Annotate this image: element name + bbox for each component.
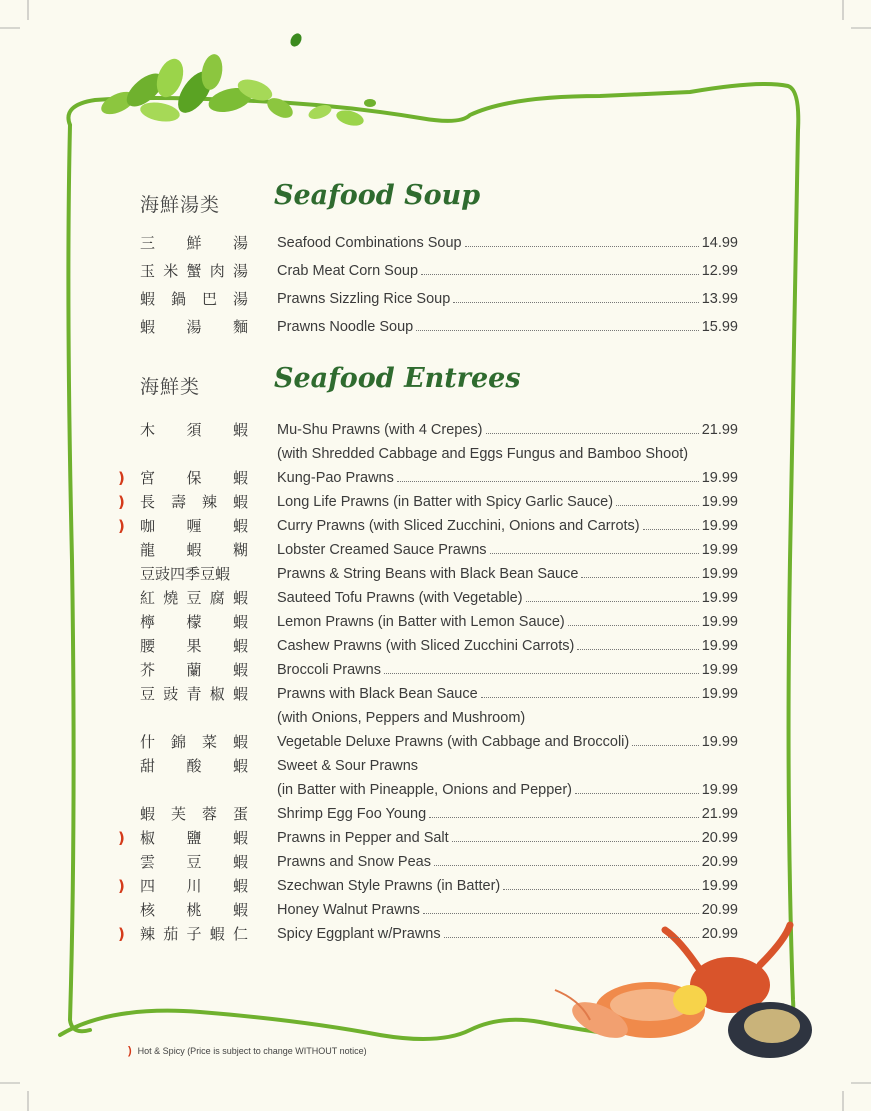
chili-pepper-icon: ) bbox=[118, 877, 125, 895]
dish-name: Broccoli Prawns bbox=[277, 662, 381, 678]
dish-price: 21.99 bbox=[701, 422, 738, 438]
chinese-name bbox=[140, 634, 248, 658]
chinese-char: 蝦 bbox=[232, 757, 248, 775]
dish-name: Lobster Creamed Sauce Prawns bbox=[277, 542, 487, 558]
chili-pepper-icon: ) bbox=[128, 1045, 132, 1057]
chili-pepper-icon: ) bbox=[118, 517, 125, 535]
chinese-name bbox=[140, 658, 248, 682]
chinese-char: 什 bbox=[140, 733, 156, 751]
dish-line bbox=[277, 287, 738, 311]
entree-item bbox=[0, 922, 871, 946]
chinese-char: 壽 bbox=[170, 493, 186, 511]
chinese-char: 湯 bbox=[232, 290, 248, 308]
entree-item bbox=[0, 754, 871, 778]
dish-line bbox=[277, 315, 738, 339]
dish-line bbox=[277, 730, 738, 754]
chinese-name bbox=[140, 287, 248, 311]
chinese-char: 辣 bbox=[140, 925, 156, 943]
soup-title-cn: 海鮮湯类 bbox=[140, 194, 221, 216]
chinese-char: 桃 bbox=[186, 901, 202, 919]
dish-name: Honey Walnut Prawns bbox=[277, 902, 420, 918]
chinese-name bbox=[140, 231, 248, 255]
chinese-name bbox=[140, 754, 248, 778]
chinese-char: 湯 bbox=[186, 318, 202, 336]
entree-item bbox=[0, 730, 871, 754]
dish-price: 19.99 bbox=[701, 686, 738, 702]
entree-item bbox=[0, 682, 871, 706]
dish-name: Prawns and Snow Peas bbox=[277, 854, 431, 870]
dish-price: 20.99 bbox=[701, 830, 738, 846]
chinese-char: 蝦 bbox=[232, 901, 248, 919]
chinese-char: 三 bbox=[140, 234, 156, 252]
chinese-char: 蟹 bbox=[186, 262, 202, 280]
entree-item bbox=[0, 466, 871, 490]
chinese-char: 長 bbox=[140, 493, 156, 511]
chinese-char: 蝦 bbox=[232, 877, 248, 895]
chinese-char: 蝦 bbox=[232, 829, 248, 847]
chinese-name bbox=[140, 466, 248, 490]
soup-item bbox=[0, 259, 871, 283]
dot-leader bbox=[575, 793, 699, 794]
dish-line bbox=[277, 231, 738, 255]
chinese-char: 喱 bbox=[186, 517, 202, 535]
entree-item bbox=[0, 538, 871, 562]
dish-price: 19.99 bbox=[701, 470, 738, 486]
chinese-char: 麵 bbox=[232, 318, 248, 336]
chinese-char: 雲 bbox=[140, 853, 156, 871]
dish-name: Crab Meat Corn Soup bbox=[277, 263, 419, 279]
chinese-char: 腰 bbox=[140, 637, 156, 655]
chinese-char: 四 bbox=[140, 877, 156, 895]
chinese-char: 蝦 bbox=[209, 925, 225, 943]
chinese-char: 檸 bbox=[140, 613, 156, 631]
chinese-char: 宮 bbox=[140, 469, 156, 487]
soup-title-en: Seafood Soup bbox=[274, 180, 481, 211]
chinese-char: 龍 bbox=[140, 541, 156, 559]
footer-note bbox=[128, 1045, 367, 1057]
chinese-name bbox=[140, 874, 248, 898]
chinese-char: 辣 bbox=[201, 493, 217, 511]
dot-leader bbox=[416, 330, 698, 331]
chinese-char: 蝦 bbox=[232, 421, 248, 439]
dish-line bbox=[277, 922, 738, 946]
entrees-title-cn: 海鮮类 bbox=[140, 376, 201, 398]
dish-line bbox=[277, 802, 738, 826]
chinese-name bbox=[140, 418, 248, 442]
chinese-char: 蝦 bbox=[232, 613, 248, 631]
dish-line bbox=[277, 259, 738, 283]
entree-item bbox=[0, 586, 871, 610]
dot-leader bbox=[465, 246, 699, 247]
dish-line bbox=[277, 514, 738, 538]
entree-item bbox=[0, 778, 871, 802]
dot-leader bbox=[503, 889, 698, 890]
chinese-char: 蝦 bbox=[232, 637, 248, 655]
dish-line bbox=[277, 874, 738, 898]
dot-leader bbox=[490, 553, 699, 554]
dish-name: Prawns & String Beans with Black Bean Sauce bbox=[277, 566, 579, 582]
dot-leader bbox=[486, 433, 699, 434]
chinese-name bbox=[140, 259, 248, 283]
chinese-char: 蝦 bbox=[232, 493, 248, 511]
chinese-char: 蓉 bbox=[201, 805, 217, 823]
chinese-name bbox=[140, 514, 248, 538]
dish-price: 20.99 bbox=[701, 902, 738, 918]
chili-pepper-icon: ) bbox=[118, 469, 125, 487]
dot-leader bbox=[423, 913, 699, 914]
chinese-name bbox=[140, 826, 248, 850]
entree-item bbox=[0, 418, 871, 442]
chinese-name bbox=[140, 922, 248, 946]
dish-name: Prawns Noodle Soup bbox=[277, 319, 414, 335]
chili-pepper-icon: ) bbox=[118, 829, 125, 847]
dish-price: 12.99 bbox=[701, 263, 738, 279]
chinese-char: 燒 bbox=[163, 589, 179, 607]
chinese-char: 錦 bbox=[170, 733, 186, 751]
dish-price: 21.99 bbox=[701, 806, 738, 822]
chinese-char: 肉 bbox=[209, 262, 225, 280]
chinese-char: 米 bbox=[163, 262, 179, 280]
dish-price: 19.99 bbox=[701, 782, 738, 798]
dish-name: Sweet & Sour Prawns bbox=[277, 758, 419, 774]
chinese-char: 豆 bbox=[186, 589, 202, 607]
dish-name: Kung-Pao Prawns bbox=[277, 470, 394, 486]
dish-price: 19.99 bbox=[701, 662, 738, 678]
chinese-char: 檬 bbox=[186, 613, 202, 631]
chinese-char: 蝦 bbox=[140, 290, 156, 308]
dish-name: Lemon Prawns (in Batter with Lemon Sauce) bbox=[277, 614, 565, 630]
chinese-char: 豆 bbox=[186, 853, 202, 871]
dish-name: Seafood Combinations Soup bbox=[277, 235, 462, 251]
dish-note-text: (with Onions, Peppers and Mushroom) bbox=[277, 710, 526, 726]
dish-price: 20.99 bbox=[701, 854, 738, 870]
chinese-char: 腐 bbox=[209, 589, 225, 607]
dot-leader bbox=[581, 577, 698, 578]
chinese-name bbox=[140, 538, 248, 562]
dish-price: 14.99 bbox=[701, 235, 738, 251]
entree-item bbox=[0, 850, 871, 874]
entree-item bbox=[0, 898, 871, 922]
dish-note bbox=[0, 706, 871, 730]
dish-price: 19.99 bbox=[701, 566, 738, 582]
chinese-name bbox=[140, 730, 248, 754]
chinese-name bbox=[140, 610, 248, 634]
chinese-char: 糊 bbox=[232, 541, 248, 559]
dish-name: Long Life Prawns (in Batter with Spicy Garlic Sauce) bbox=[277, 494, 614, 510]
dish-name: Shrimp Egg Foo Young bbox=[277, 806, 427, 822]
chinese-char: 蝦 bbox=[140, 318, 156, 336]
chinese-char: 蝦 bbox=[232, 517, 248, 535]
dot-leader bbox=[526, 601, 699, 602]
dish-price: 19.99 bbox=[701, 878, 738, 894]
chinese-char: 蝦 bbox=[232, 853, 248, 871]
dish-line bbox=[277, 490, 738, 514]
dish-name: Curry Prawns (with Sliced Zucchini, Onions and Carrots) bbox=[277, 518, 640, 534]
dish-name: (in Batter with Pineapple, Onions and Pepper) bbox=[277, 782, 573, 798]
dot-leader bbox=[429, 817, 699, 818]
dot-leader bbox=[577, 649, 698, 650]
chinese-char: 蝦 bbox=[232, 469, 248, 487]
chinese-char: 巴 bbox=[201, 290, 217, 308]
dish-price: 20.99 bbox=[701, 926, 738, 942]
chinese-name bbox=[140, 850, 248, 874]
dot-leader bbox=[421, 274, 699, 275]
dish-line bbox=[277, 586, 738, 610]
chinese-char: 川 bbox=[186, 877, 202, 895]
chinese-char: 蛋 bbox=[232, 805, 248, 823]
chinese-char: 菜 bbox=[201, 733, 217, 751]
dish-price: 15.99 bbox=[701, 319, 738, 335]
chinese-char: 蝦 bbox=[186, 541, 202, 559]
chinese-char: 豆 bbox=[140, 685, 156, 703]
chinese-name bbox=[140, 802, 248, 826]
chinese-char: 玉 bbox=[140, 262, 156, 280]
chinese-char: 核 bbox=[140, 901, 156, 919]
dot-leader bbox=[616, 505, 699, 506]
chinese-char: 鍋 bbox=[170, 290, 186, 308]
dish-name: Spicy Eggplant w/Prawns bbox=[277, 926, 441, 942]
chinese-char: 湯 bbox=[232, 234, 248, 252]
chinese-char: 青 bbox=[186, 685, 202, 703]
leaves-decoration bbox=[98, 31, 376, 128]
chinese-char: 湯 bbox=[232, 262, 248, 280]
dish-name: Sauteed Tofu Prawns (with Vegetable) bbox=[277, 590, 523, 606]
chinese-char: 須 bbox=[186, 421, 202, 439]
footer-text: Hot & Spicy (Price is subject to change WITHOUT notice) bbox=[137, 1046, 367, 1056]
dish-name: Prawns Sizzling Rice Soup bbox=[277, 291, 451, 307]
soup-item bbox=[0, 231, 871, 255]
entree-item bbox=[0, 874, 871, 898]
dish-price: 19.99 bbox=[701, 518, 738, 534]
dot-leader bbox=[384, 673, 699, 674]
chinese-name bbox=[140, 315, 248, 339]
entree-item bbox=[0, 802, 871, 826]
dish-line bbox=[277, 778, 738, 802]
dish-price: 19.99 bbox=[701, 590, 738, 606]
entrees-title-en: Seafood Entrees bbox=[274, 363, 521, 394]
dish-line bbox=[277, 826, 738, 850]
dish-name: Szechwan Style Prawns (in Batter) bbox=[277, 878, 501, 894]
chinese-name bbox=[140, 490, 248, 514]
soup-item bbox=[0, 287, 871, 311]
dish-line bbox=[277, 538, 738, 562]
chinese-char: 果 bbox=[186, 637, 202, 655]
dish-line bbox=[277, 850, 738, 874]
chinese-char: 紅 bbox=[140, 589, 156, 607]
chinese-char: 蝦 bbox=[232, 589, 248, 607]
dish-name: Prawns in Pepper and Salt bbox=[277, 830, 449, 846]
chinese-char: 椒 bbox=[140, 829, 156, 847]
entree-item bbox=[0, 658, 871, 682]
chinese-char: 蝦 bbox=[232, 661, 248, 679]
chinese-char: 甜 bbox=[140, 757, 156, 775]
chinese-char: 豉 bbox=[163, 685, 179, 703]
chinese-char: 咖 bbox=[140, 517, 156, 535]
entree-item bbox=[0, 826, 871, 850]
dish-line bbox=[277, 634, 738, 658]
chinese-char: 子 bbox=[186, 925, 202, 943]
dish-price: 19.99 bbox=[701, 638, 738, 654]
chinese-char: 鮮 bbox=[186, 234, 202, 252]
dish-line bbox=[277, 562, 738, 586]
dish-price: 19.99 bbox=[701, 614, 738, 630]
chinese-char: 保 bbox=[186, 469, 202, 487]
chinese-char: 蝦 bbox=[232, 685, 248, 703]
dish-name: Vegetable Deluxe Prawns (with Cabbage and Broccoli) bbox=[277, 734, 630, 750]
chinese-char: 豆豉四季豆蝦 bbox=[140, 565, 231, 583]
entree-item bbox=[0, 490, 871, 514]
dish-price: 13.99 bbox=[701, 291, 738, 307]
chinese-name bbox=[140, 682, 248, 706]
chinese-char: 椒 bbox=[209, 685, 225, 703]
entree-item bbox=[0, 634, 871, 658]
chinese-char: 仁 bbox=[232, 925, 248, 943]
soup-item bbox=[0, 315, 871, 339]
dish-line bbox=[277, 610, 738, 634]
dish-price: 19.99 bbox=[701, 734, 738, 750]
dish-line bbox=[277, 658, 738, 682]
chinese-char: 酸 bbox=[186, 757, 202, 775]
chinese-name bbox=[140, 562, 248, 586]
dish-line bbox=[277, 682, 738, 706]
entree-item bbox=[0, 610, 871, 634]
dish-price: 19.99 bbox=[701, 494, 738, 510]
dish-note bbox=[0, 442, 871, 466]
dot-leader bbox=[444, 937, 699, 938]
dot-leader bbox=[434, 865, 699, 866]
dot-leader bbox=[643, 529, 699, 530]
chinese-char: 鹽 bbox=[186, 829, 202, 847]
chinese-char: 蝦 bbox=[140, 805, 156, 823]
dish-line bbox=[277, 466, 738, 490]
dot-leader bbox=[481, 697, 699, 698]
chinese-char: 茄 bbox=[163, 925, 179, 943]
dish-line bbox=[277, 898, 738, 922]
bottom-wave bbox=[60, 1011, 620, 1039]
chili-pepper-icon: ) bbox=[118, 925, 125, 943]
dish-note-text: (with Shredded Cabbage and Eggs Fungus and Bamboo Shoot) bbox=[277, 446, 689, 462]
dot-leader bbox=[453, 302, 698, 303]
entree-item bbox=[0, 514, 871, 538]
chinese-name bbox=[140, 586, 248, 610]
dot-leader bbox=[568, 625, 699, 626]
dot-leader bbox=[632, 745, 698, 746]
chinese-char: 木 bbox=[140, 421, 156, 439]
chinese-name bbox=[140, 898, 248, 922]
dish-name: Prawns with Black Bean Sauce bbox=[277, 686, 478, 702]
chili-pepper-icon: ) bbox=[118, 493, 125, 511]
dish-price: 19.99 bbox=[701, 542, 738, 558]
entree-item bbox=[0, 562, 871, 586]
chinese-char: 芙 bbox=[170, 805, 186, 823]
dot-leader bbox=[397, 481, 699, 482]
dish-line bbox=[277, 418, 738, 442]
chinese-char: 蝦 bbox=[232, 733, 248, 751]
chinese-char: 芥 bbox=[140, 661, 156, 679]
chinese-char: 蘭 bbox=[186, 661, 202, 679]
dish-name: Mu-Shu Prawns (with 4 Crepes) bbox=[277, 422, 483, 438]
dish-name: Cashew Prawns (with Sliced Zucchini Carrots) bbox=[277, 638, 575, 654]
dot-leader bbox=[452, 841, 699, 842]
